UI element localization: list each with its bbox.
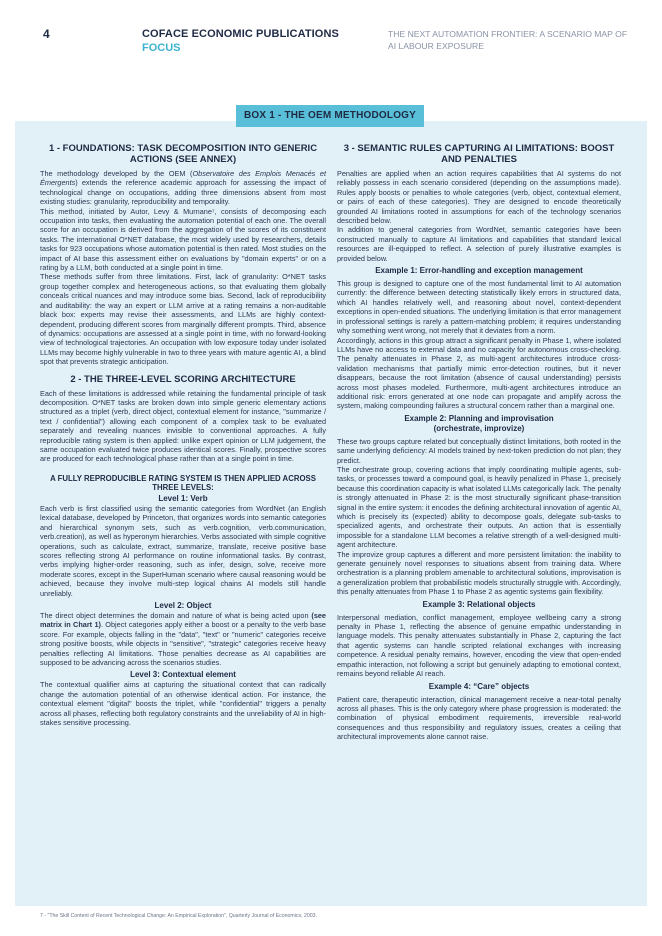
section-1-paragraph-2: This method, initiated by Autor, Levy & Murnane⁷, consists of decomposing each occupation into tasks, then evaluating the automation potential of each one. The overall score for an occupation is derived from the aggregation of the scores of its constituent tasks. The international O*NET database, the most widely used by researchers, details tasks for 923 occupations whose automation potential is then rated. Most studies on the impact of AI base this assessment either on evaluations by "domain experts" or on a rating by a LLM, both conducted at a single point in time. (40, 206, 326, 273)
example-2-paragraph-3: The improvize group captures a different and more persistent limitation: the inability to generate genuinely novel responses to situations absent from training data. Where orchestration is a planning problem amenable to architectural solutions, improvisation is a generalization problem that probabilistic models structurally struggle with. Accordingly, this penalty attenuates from Phase 1 to Phase 2 as agentic systems gain flexibility. (337, 549, 621, 597)
example-2-paragraph-2: The orchestrate group, covering actions that imply coordinating multiple agents, sub-tasks, or processes toward a compound goal, is heavily penalized in Phase 1, precisely because this coordination capacity is what isolated LLMs categorically lack. The penalty is strongly attenuated in Phase 2: is the most structurally significant phase-transition signal in the entire system: it encodes the defining architectural innovation of agentic AI, which is precisely its (expected) ability to decompose goals, delegate sub-tasks to specialized agents, and orchestrate their outputs. An action that is essentially impossible for a standalone LLM becomes a relative strength of a well-designed multi-agent architecture. (337, 464, 621, 550)
example-2-title: Example 2: Planning and improvisation (404, 413, 554, 423)
footnote: 7 - "The Skill Content of Recent Technological Change: An Empirical Exploration", Quarterly Journal of Economics, 2003. (40, 913, 317, 919)
section-1-paragraph-3: These methods suffer from three limitations. First, lack of granularity: O*NET tasks group together complex and heterogeneous actions, so that evaluating them globally conceals critical nuances and may introduce some bias. Second, lack of reproducibility and auditability: the way an expert or LLM arrive at a rating remains a non-auditable black box: experts may revise their assessments, and LLMs are highly context-dependent, producing different scores from marginally different prompts. Third, absence of dynamics: occupations are assessed at a single point in time, with no forward-looking view of technological trajectories. An occupation with low exposure today under isolated LLMs may become highly vulnerable in two to three years with mature agentic AI, a blind spot that prevents strategic anticipation. (40, 272, 326, 367)
level-2-title: Level 2: Object (154, 601, 212, 611)
left-column (40, 143, 326, 728)
section-3-paragraph-2: In addition to general categories from WordNet, semantic categories have been constructed manually to capture AI limitations and capabilities that standard lexical resources are ill-equipped to reflect. A selection of purely illustrative examples is provided below. (337, 225, 621, 263)
box-title: BOX 1 - THE OEM METHODOLOGY (236, 105, 424, 127)
example-3-paragraph: Interpersonal mediation, conflict management, employee wellbeing carry a strong penalty in Phase 1, reflecting the absence of genuine empathic understanding in language models. This penalty attenuates substantially in Phase 2, capturing the fact that agentic systems can handle scripted relational exchanges with increasing competence. A residual penalty remains, however, encoding the view that open-ended empathic interaction, not following a script but genuinely adapting to emotional context, remains beyond reliable AI reach. (337, 612, 621, 679)
right-column (337, 143, 621, 742)
level-3-title: Level 3: Contextual element (130, 670, 236, 680)
section-2-subheading: A FULLY REPRODUCIBLE RATING SYSTEM IS THEN APPLIED ACROSS THREE LEVELS: (50, 473, 316, 493)
example-4-title: Example 4: “Care” objects (428, 681, 530, 691)
level-1-title: Level 1: Verb (158, 493, 208, 503)
section-1-title: 1 - FOUNDATIONS: TASK DECOMPOSITION INTO GENERIC ACTIONS (SEE ANNEX) (48, 143, 318, 165)
example-1-paragraph-1: This group is designed to capture one of the most fundamental limit to AI automation currently: the difference between detecting statistically likely errors in structured data, which AI handles relatively well, and reasoning about novel, context-dependent exceptions in open-ended situations. The underlying limitation is that error management in professional settings is rarely a pattern-matching problem; it requires understanding why something went wrong, not merely that it deviates from a norm. (337, 279, 621, 336)
level-2-paragraph: The direct object determines the domain and nature of what is being acted upon (see matrix in Chart 1). Object categories apply either a boost or a penalty to the verb base score. For example, objects falling in the "data", "text" or "numeric" categories receive strong positive boosts, while objects in "sensitive", "strategic" categories receive heavy penalties reflecting AI limitations. Those penalties decrease as AI capabilities are supposed to be advancing across the scenarios studies. (40, 611, 326, 668)
example-1-title: Example 1: Error-handling and exception management (375, 266, 583, 276)
page-number: 4 (43, 27, 50, 41)
section-2-title: 2 - THE THREE-LEVEL SCORING ARCHITECTURE (70, 373, 296, 385)
example-2-subtitle: (orchestrate, improvize) (433, 423, 525, 433)
document-title: THE NEXT AUTOMATION FRONTIER: A SCENARIO MAP OF AI LABOUR EXPOSURE (388, 29, 628, 51)
section-3-paragraph-1: Penalties are applied when an action requires capabilities that AI systems do not reliably possess in each scenario considered (depending on the assumptions made). Rules apply boosts or penalties to whole categories (verb, object, contextual element, or pairs of each of these categories). They are designed to encode theoretically grounded AI limitations rooted in assumptions for each of the technology scenarios described below. (337, 169, 621, 226)
section-2-paragraph: Each of these limitations is addressed while retaining the fundamental principle of task decomposition. O*NET tasks are broken down into simple generic elementary actions structured as a triplet (verb, direct object, contextual element for instance, "summarize / text / confidential") allowing each component of a complex task to be evaluated separately and revealing nuances invisible to conventional approaches. A fully reproducible rating system is then applied: unlike expert opinion or LLM judgement, the same occupation evaluated twice produces identical scores. Finally, prospective scores are produced for each technological phase rather than at a single point in time. (40, 388, 326, 464)
section-1-paragraph-1: The methodology developed by the OEM (Observatoire des Emplois Menacés et Émergents) extends the reference academic approach for assessing the impact of technological change on occupations, adding three dimensions absent from most existing studies: granularity, reproducibility and temporality. (40, 169, 326, 207)
example-3-title: Example 3: Relational objects (422, 599, 536, 609)
example-2-paragraph-1: These two groups capture related but conceptually distinct limitations, both rooted in the same underlying deficiency: AI models trained by next-token prediction do not plan; they predict. (337, 436, 621, 465)
section-label: FOCUS (142, 42, 181, 54)
example-1-paragraph-2: Accordingly, actions in this group attract a significant penalty in Phase 1, where isolated LLMs have no access to external data and no capacity for autonomous cross-checking. The penalty attenuates in Phase 2, as multi-agent architectures introduce cross-validation mechanisms that partially mimic error-detection routines, but it never disappears, because the root limitation (absence of causal understanding) persists across most phases modeled. Furthermore, multi-agent architectures introduce an additional risk: errors generated at one node can propagate and amplify across the system, making compounding failures a structural concern rather than a marginal one. (337, 335, 621, 411)
example-4-paragraph: Patient care, therapeutic interaction, clinical management receive a near-total penalty across all phases. This is the only category where phase progression is moderated: the combination of physical embodiment requirements, irreversible real-world consequences and thus responsibility and regulatory issues, creates a ceiling that architectural improvements alone cannot raise. (337, 694, 621, 742)
level-1-paragraph: Each verb is first classified using the semantic categories from WordNet (an English lexical database, developed by Princeton, that organizes words into semantic categories and hierarchical synonym sets, such as verb.cognition, verb.communication, verb.creation), as well as hyperonym hierarchies. Verbs associated with simple cognitive operations, such as calculate, extract, summarize, translate, receive positive base scores reflecting strong AI performance on routine informational tasks. By contrast, verbs implying higher-order reasoning, such as infer, design, solve, receive more moderate scores, except in the SuperHuman scenario where causal reasoning would be achieved, because they involve multi-step logical chains AI models still handle unreliably. (40, 503, 326, 598)
section-3-title: 3 - SEMANTIC RULES CAPTURING AI LIMITATIONS: BOOST AND PENALTIES (343, 143, 615, 165)
publication-name: COFACE ECONOMIC PUBLICATIONS (142, 28, 339, 40)
level-3-paragraph: The contextual qualifier aims at capturing the situational context that can radically change the automation potential of an otherwise identical action. For instance, the contextual element "digital" boosts the triplet, while "confidential" triggers a penalty across all phases, reflecting both regulatory constraints and the unreliability of AI in high-stakes sensitive processing. (40, 680, 326, 728)
